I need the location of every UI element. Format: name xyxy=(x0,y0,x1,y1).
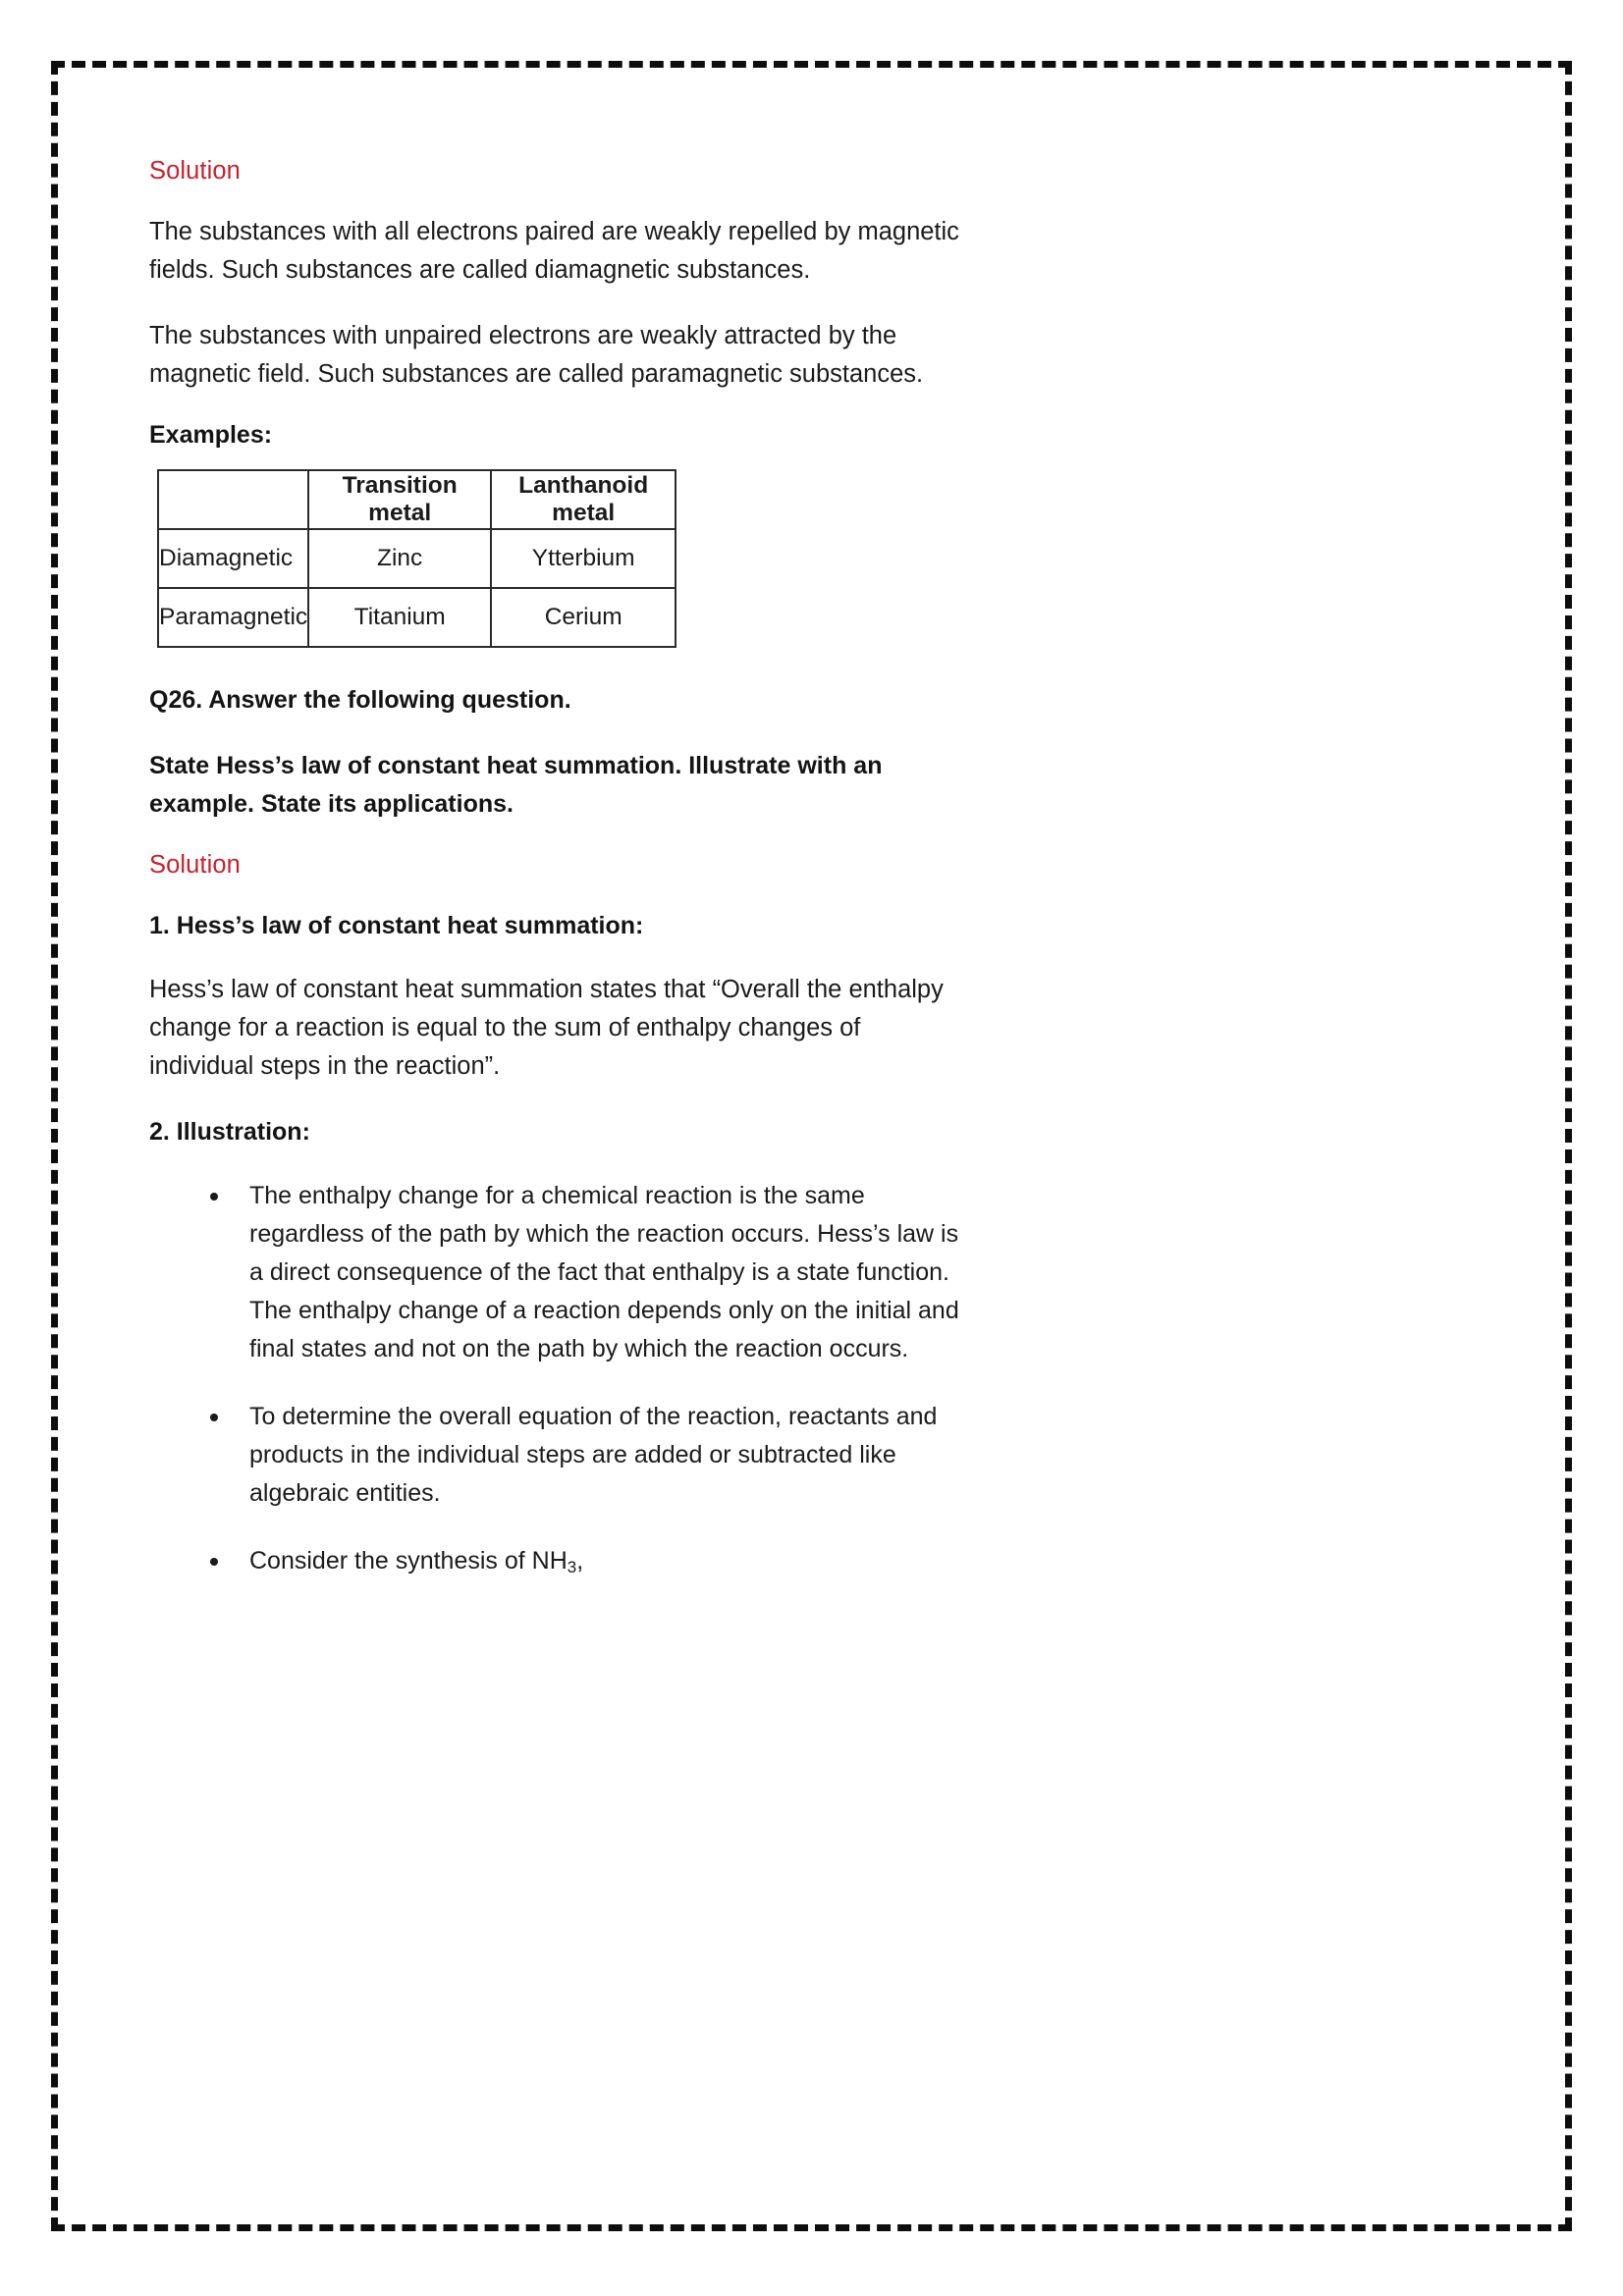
list-item xyxy=(210,1398,964,1513)
table-header-lanthanoid-metal: Lanthanoid metal xyxy=(491,470,676,529)
diamagnetic-paragraph: The substances with all electrons paired are weakly repelled by magnetic fields. Such substances are called diamagnetic substances. xyxy=(149,218,959,284)
bullet-point-icon xyxy=(210,1193,218,1201)
hess-law-statement: Hess’s law of constant heat summation states that “Overall the enthalpy change for a reaction is equal to the sum of enthalpy changes of individual steps in the reaction”. xyxy=(149,976,944,1080)
table-cell-paramagnetic-transition: Titanium xyxy=(308,588,491,647)
table-row xyxy=(158,529,676,588)
examples-label: Examples: xyxy=(149,421,273,449)
list-item-text-suffix: , xyxy=(576,1547,584,1575)
illustration-bullet-list xyxy=(149,1177,964,1582)
table-row xyxy=(158,588,676,647)
bullet-point-icon xyxy=(210,1558,218,1566)
nh3-subscript: 3 xyxy=(567,1558,577,1577)
table-row-label-paramagnetic: Paramagnetic xyxy=(158,588,308,647)
list-item-text: The enthalpy change for a chemical reaction is the same regardless of the path by which the reaction occurs. Hess’s law is a direct consequence of the fact that enthalpy is a state function. The enthalpy change of a reaction depends only on the initial and final states and not on the path by which the reaction occurs. xyxy=(249,1182,959,1362)
table-header-transition-metal: Transition metal xyxy=(308,470,491,529)
list-item xyxy=(210,1177,964,1368)
paramagnetic-paragraph: The substances with unpaired electrons are weakly attracted by the magnetic field. Such substances are called paramagnetic substances. xyxy=(149,322,924,388)
list-item xyxy=(210,1542,964,1582)
question-prompt: State Hess’s law of constant heat summation. Illustrate with an example. State its applications. xyxy=(149,752,883,818)
table-row-label-diamagnetic: Diamagnetic xyxy=(158,529,308,588)
question-number-line: Q26. Answer the following question. xyxy=(149,686,571,714)
table-cell-paramagnetic-lanthanoid: Cerium xyxy=(491,588,676,647)
table-header-row xyxy=(158,470,676,529)
solution-heading-2: Solution xyxy=(149,851,241,879)
table-corner-cell xyxy=(158,470,308,529)
list-item-text-prefix: Consider the synthesis of NH xyxy=(249,1547,568,1575)
solution-heading-1: Solution xyxy=(149,157,241,185)
illustration-point-title: 2. Illustration: xyxy=(149,1118,310,1146)
hess-law-point-title: 1. Hess’s law of constant heat summation: xyxy=(149,912,644,939)
examples-table xyxy=(157,469,676,648)
document-content xyxy=(149,157,964,1582)
bullet-point-icon xyxy=(210,1414,218,1421)
table-cell-diamagnetic-lanthanoid: Ytterbium xyxy=(491,529,676,588)
table-cell-diamagnetic-transition: Zinc xyxy=(308,529,491,588)
list-item-text: To determine the overall equation of the reaction, reactants and products in the individual steps are added or subtracted like algebraic entities. xyxy=(249,1403,938,1507)
